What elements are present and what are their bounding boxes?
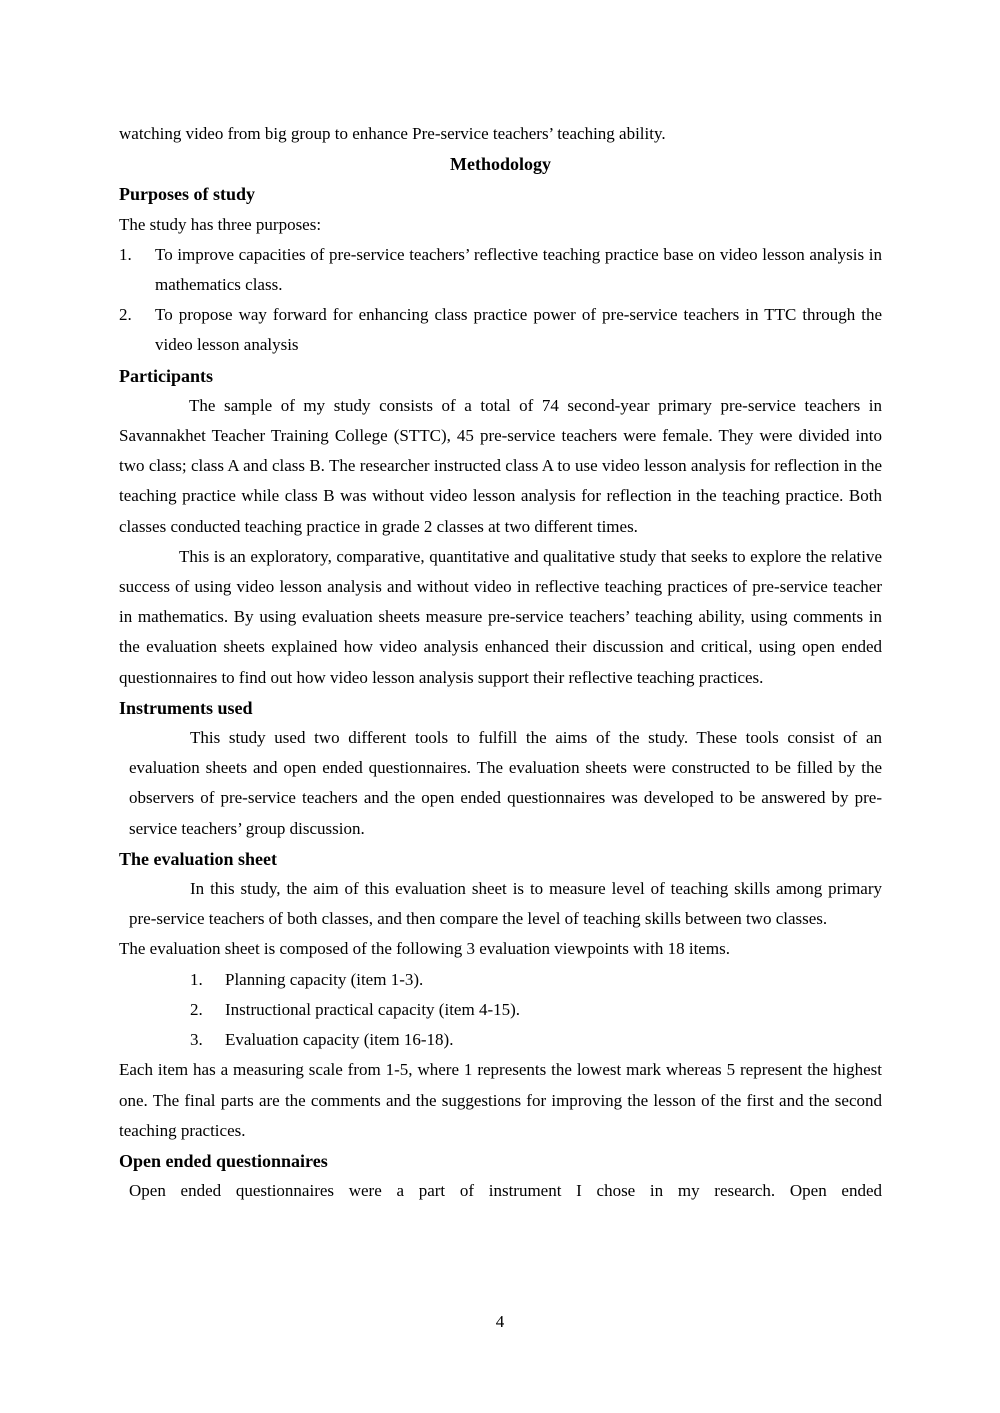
viewpoint-item bbox=[190, 995, 882, 1025]
purposes-lead: The study has three purposes: bbox=[119, 214, 322, 234]
purpose-item-number: 2. bbox=[119, 305, 132, 325]
evaluation-sheet-lead: The evaluation sheet is composed of the following 3 evaluation viewpoints with 18 items. bbox=[119, 939, 730, 959]
page-content bbox=[119, 119, 882, 1206]
questionnaires-heading: Open ended questionnaires bbox=[119, 1150, 328, 1171]
participants-heading: Participants bbox=[119, 365, 213, 386]
page-number: 4 bbox=[495, 1312, 505, 1331]
questionnaires-paragraph: Open ended questionnaires were a part of instrument I chose in my research. Open ended bbox=[129, 1181, 882, 1201]
purpose-item-number: 1. bbox=[119, 244, 132, 264]
instruments-heading: Instruments used bbox=[119, 697, 253, 718]
purpose-item-text: To improve capacities of pre-service teachers’ reflective teaching practice base on video lesson analysis in mathematics class. bbox=[155, 244, 882, 295]
purpose-item-text: To propose way forward for enhancing class practice power of pre-service teachers in TTC through the video lesson analysis bbox=[155, 305, 882, 355]
purpose-item bbox=[119, 300, 882, 360]
methodology-heading: Methodology bbox=[450, 154, 551, 175]
evaluation-sheet-heading: The evaluation sheet bbox=[119, 848, 278, 869]
viewpoint-item bbox=[190, 965, 882, 995]
viewpoint-item bbox=[190, 1025, 882, 1055]
participants-paragraph-2: This is an exploratory, comparative, quantitative and qualitative study that seeks to explore the relative success of using video lesson analysis and without video in reflective teaching practices of pre-service teacher in mathematics. By using evaluation sheets measure pre-service teachers’ teaching ability, using comments in the evaluation sheets explained how video analysis enhanced their discussion and critical, using open ended questionnaires to find out how video lesson analysis support their reflective teaching practices. bbox=[119, 546, 882, 687]
viewpoint-item-number: 3. bbox=[190, 1030, 203, 1050]
participants-paragraph-1: The sample of my study consists of a total of 74 second-year primary pre-service teachers in Savannakhet Teacher Training College (STTC), 45 pre-service teachers were female. They were divided into two class; class A and class B. The researcher instructed class A to use video lesson analysis for reflection in the teaching practice while class B was without video lesson analysis for reflection in the teaching practice. Both classes conducted teaching practice in grade 2 classes at two different times. bbox=[119, 395, 882, 536]
viewpoint-item-text: Instructional practical capacity (item 4-15). bbox=[225, 999, 521, 1019]
evaluation-sheet-scale-paragraph: Each item has a measuring scale from 1-5, where 1 represents the lowest mark whereas 5 represent the highest one. The final parts are the comments and the suggestions for improving the lesson of the first and the second teaching practices. bbox=[119, 1060, 882, 1140]
purposes-heading: Purposes of study bbox=[119, 184, 256, 205]
evaluation-sheet-paragraph: In this study, the aim of this evaluation sheet is to measure level of teaching skills among primary pre-service teachers of both classes, and then compare the level of teaching skills between two classes. bbox=[129, 879, 882, 929]
viewpoint-item-number: 2. bbox=[190, 999, 203, 1019]
instruments-paragraph: This study used two different tools to fulfill the aims of the study. These tools consist of an evaluation sheets and open ended questionnaires. The evaluation sheets were constructed to be filled by the observers of pre-service teachers and the open ended questionnaires was developed to be answered by pre-service teachers’ group discussion. bbox=[129, 728, 882, 838]
intro-line: watching video from big group to enhance Pre-service teachers’ teaching ability. bbox=[119, 124, 666, 143]
viewpoint-item-text: Planning capacity (item 1-3). bbox=[225, 969, 424, 989]
purpose-item bbox=[119, 240, 882, 300]
viewpoint-item-text: Evaluation capacity (item 16-18). bbox=[225, 1030, 454, 1050]
viewpoint-item-number: 1. bbox=[190, 969, 203, 989]
